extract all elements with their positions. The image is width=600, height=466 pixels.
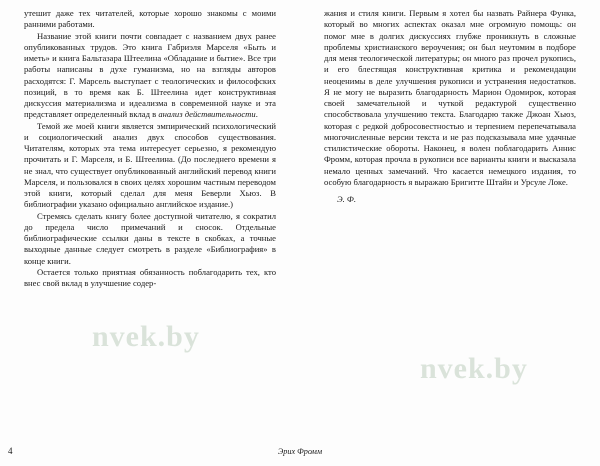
paragraph: Стремясь сделать книгу более доступной читателю, я сократил до предела число примечаний и сносок. Отдельные библиографические ссылки даны в тексте в скобках, а точные выходные данные следует смотреть в разделе «Библиография» в конце книги. [24,210,276,266]
running-title: Эрих Фромм [277,447,323,456]
left-column [0,0,300,430]
author-signature: Э. Ф. [337,194,356,204]
watermark-text-left: nvek.by [92,320,200,353]
paragraph: жания и стиля книги. Первым я хотел бы назвать Райнера Функа, который во многих аспектах оказал мне огромную помощь: он помог мне в долгих дискуссиях глубже проникнуть в сложные проблемы христианского вероучения; он был неутомим в подборе для меня теологической литературы; он много раз прочел рукопись, и его блестящая конструктивная критика и рекомендации неоценимы в деле улучшения рукописи и устранения недостатков. Я не могу не выразить благодарность Марион Одомирок, которая своей замечательной и чуткой редактурой существенно способствовала улучшению текста. Благодарю также Джоан Хьюз, которая с редкой добросовестностью и терпением перепечатывала многочисленные версии текста и не раз подсказывала мне удачные стилистические обороты. Наконец, я волен поблагодарить Аннис Фромм, которая прочла в рукописи все варианты книги и высказала немало ценных замечаний. Что касается немецкого издания, то особую благодарность я выражаю Бригитте Штайн и Урсуле Локе. [324,8,576,187]
paragraph: Название этой книги почти совпадает с названием двух ранее опубликованных трудов. Это книга Габриэля Марселя «Быть и иметь» и книга Бальтазара Штеелина «Обладание и бытие». Все три работы написаны в духе гуманизма, но на взгляды авторов расходятся: Г. Марсель выступает с теологических и философских позиций, в то время как Б. Штеелина идет конструктивная дискуссия материализма и идеализма в современной науке и эта представляет определенный вклад в анализ действительности. [24,30,276,120]
watermark-text-right: nvek.by [420,352,528,385]
paragraph: Темой же моей книги является эмпирический психологический и социологический анализ двух способов существования. Читателям, которых эта тема интересует серьезно, я рекомендую прочитать и Г. Марселя, и Б. Штеелина. (До последнего времени я не знал, что существует опубликованный английский перевод книги Марселя, и пользовался в своих целях хорошим частным переводом этой книги, который сделал для меня Беверли Хьюз. В библиографии указано официально английское издание.) [24,120,276,210]
paragraph: утешит даже тех читателей, которые хорошо знакомы с моими ранними работами. [24,8,276,30]
paragraph: Остается только приятная обязанность поблагодарить тех, кто внес свой вклад в улучшение содер- [24,266,276,288]
page-footer [0,436,600,456]
right-column [300,0,600,430]
page-number: 4 [8,446,13,456]
